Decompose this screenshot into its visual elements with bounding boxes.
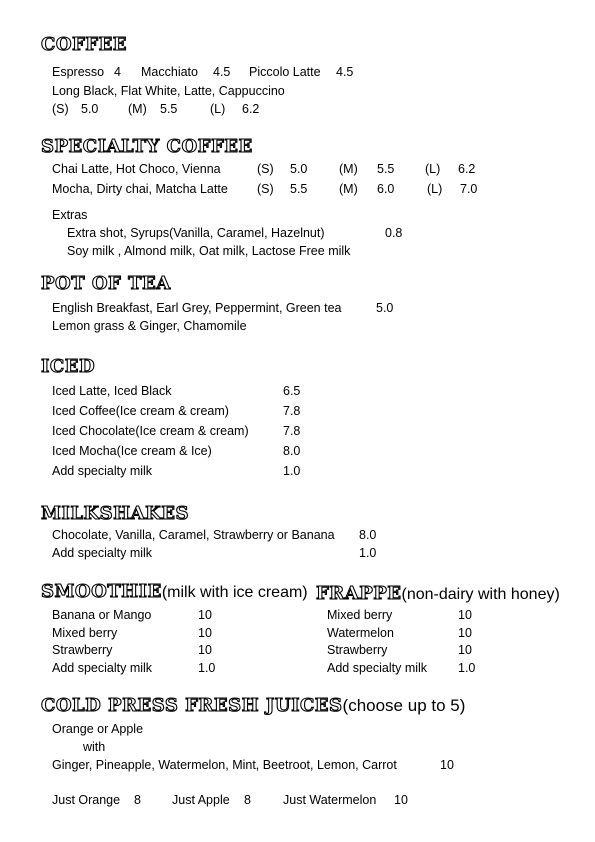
juice-price: 10 [440,758,454,772]
menu-item-macchiato: Macchiato [141,65,198,79]
price-just-apple: 8 [244,793,251,807]
juice-with: with [83,740,106,754]
menu-item-name: Banana or Mango [52,608,152,622]
price-just-watermelon: 10 [394,793,408,807]
menu-item-name: Watermelon [327,626,394,640]
menu-item-price: 1.0 [198,661,216,675]
juices-subtitle: (choose up to 5) [342,696,466,715]
menu-item-espresso: Espresso [52,65,105,79]
menu-item-price: 8.0 [359,528,377,542]
size-large-label: (L) [425,162,441,176]
menu-item-name: Strawberry [52,643,113,657]
price-tea: 5.0 [376,301,394,315]
frappe-subtitle: (non-dairy with honey) [401,586,560,603]
menu-item-name: Mixed berry [52,626,118,640]
menu-item-just-orange: Just Orange [52,793,121,807]
menu-item-price: 7.8 [283,404,301,418]
menu-item-name: Mixed berry [327,608,393,622]
menu-item-price: 1.0 [359,546,377,560]
price-just-orange: 8 [134,793,141,807]
menu-item-name: Strawberry [327,643,388,657]
menu-item-name: Mocha, Dirty chai, Matcha Latte [52,182,228,196]
menu-item-name: Chocolate, Vanilla, Caramel, Strawberry or Banana [52,528,335,542]
menu-item-name: Chai Latte, Hot Choco, Vienna [52,162,221,176]
smoothie-title: SMOOTHIE [41,581,162,602]
smoothie-subtitle: (milk with ice cream) [161,584,308,601]
price-macchiato: 4.5 [213,65,231,79]
menu-item-price: 6.5 [283,384,301,398]
extras-label: Extras [52,208,88,222]
size-medium-label: (M) [339,162,358,176]
menu-item-price: 10 [198,608,212,622]
size-medium-label: (M) [128,102,147,116]
size-medium-price: 6.0 [377,182,395,196]
section-title-milkshakes: MILKSHAKES [41,503,189,524]
section-title-specialty: SPECIALTY COFFEE [41,136,253,157]
menu-item-name: Iced Latte, Iced Black [52,384,172,398]
juices-title: COLD PRESS FRESH JUICES [41,695,343,716]
menu-item-price: 10 [458,608,472,622]
menu-item-name: Iced Mocha(Ice cream & Ice) [52,444,212,458]
size-small-price: 5.0 [81,102,99,116]
section-title-iced: ICED [41,356,96,377]
menu-item-name: Add specialty milk [327,661,428,675]
menu-item-milk-coffees: Long Black, Flat White, Latte, Cappuccino [52,84,285,98]
section-title-coffee: COFFEE [41,34,128,55]
menu-item-teas-2: Lemon grass & Ginger, Chamomile [52,319,247,333]
menu-item-price: 10 [458,626,472,640]
size-small-label: (S) [257,182,274,196]
size-small-label: (S) [257,162,274,176]
section-title-juices [41,695,465,717]
price-espresso: 4 [114,65,121,79]
menu-item-just-watermelon: Just Watermelon [283,793,377,807]
extras-price: 0.8 [385,226,403,240]
size-large-label: (L) [210,102,226,116]
section-title-smoothie [41,581,308,604]
menu-item-name: Iced Chocolate(Ice cream & cream) [52,424,249,438]
section-title-tea: POT OF TEA [41,273,171,294]
extras-milks: Soy milk , Almond milk, Oat milk, Lactose Free milk [67,244,351,258]
menu-item-price: 1.0 [283,464,301,478]
extras-syrups: Extra shot, Syrups(Vanilla, Caramel, Hazelnut) [67,226,325,240]
menu-item-price: 10 [198,643,212,657]
size-large-price: 7.0 [460,182,478,196]
menu-item-name: Add specialty milk [52,661,153,675]
menu-item-price: 8.0 [283,444,301,458]
menu-item-just-apple: Just Apple [172,793,230,807]
menu-item-price: 10 [198,626,212,640]
size-large-price: 6.2 [458,162,476,176]
menu-item-name: Add specialty milk [52,464,153,478]
menu-item-price: 10 [458,643,472,657]
menu-item-name: Add specialty milk [52,546,153,560]
juice-additions: Ginger, Pineapple, Watermelon, Mint, Beetroot, Lemon, Carrot [52,758,397,772]
juice-base: Orange or Apple [52,722,144,736]
frappe-title: FRAPPE [316,583,402,604]
menu-item-name: Iced Coffee(Ice cream & cream) [52,404,229,418]
size-medium-price: 5.5 [377,162,395,176]
price-piccolo: 4.5 [336,65,354,79]
menu-item-teas: English Breakfast, Earl Grey, Peppermint, Green tea [52,301,342,315]
menu-item-piccolo: Piccolo Latte [249,65,321,79]
size-small-label: (S) [52,102,69,116]
menu-item-price: 1.0 [458,661,476,675]
size-small-price: 5.0 [290,162,308,176]
size-small-price: 5.5 [290,182,308,196]
size-large-label: (L) [427,182,443,196]
size-medium-label: (M) [339,182,358,196]
menu-item-price: 7.8 [283,424,301,438]
size-large-price: 6.2 [242,102,260,116]
size-medium-price: 5.5 [160,102,178,116]
section-title-frappe [316,583,560,606]
